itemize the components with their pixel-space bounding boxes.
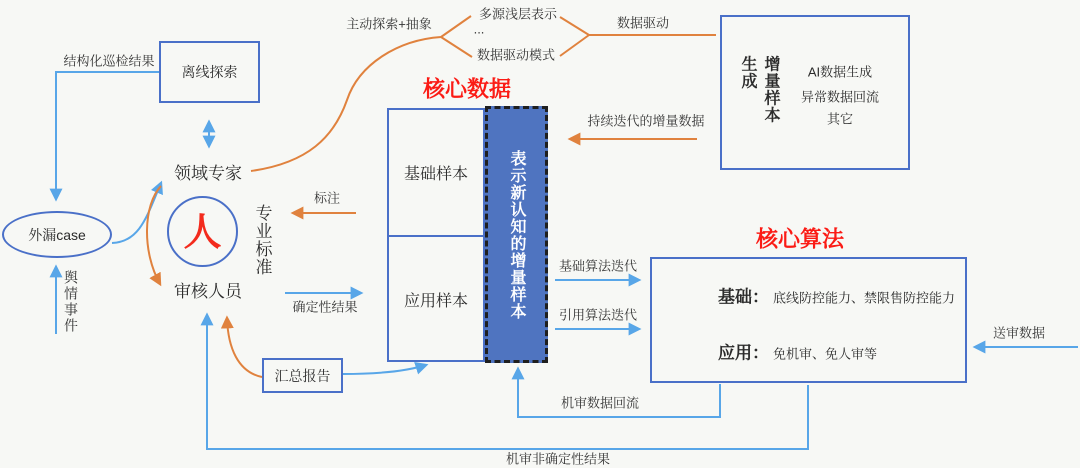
summary-report-label: 汇总报告: [274, 367, 331, 384]
merge-line-top: [560, 17, 589, 35]
incremental-sample-label: 表示新认知的增量样本: [508, 149, 525, 320]
arrow-report-to-reviewer: [227, 318, 262, 377]
algo-applied-row: [718, 339, 877, 364]
algo-basic-desc: 底线防控能力、禁限售防控能力: [773, 290, 956, 306]
incremental-sample-box: [485, 106, 548, 363]
leaked-case-label: 外漏case: [28, 226, 86, 243]
offline-explore-label: 离线探索: [181, 64, 238, 80]
person-circle: [167, 196, 238, 267]
offline-explore-box: [159, 41, 260, 103]
edge-label-deterministic-result: 确定性结果: [292, 299, 358, 315]
generation-item-abnormal: 异常数据回流: [800, 89, 880, 105]
edge-label-annotation: 标注: [313, 190, 341, 206]
arrow-leakedcase-to-expert: [112, 183, 161, 243]
algo-basic-label: 基础：: [718, 287, 769, 307]
edge-label-data-driven-mode: 数据驱动模式: [476, 47, 556, 63]
algo-applied-label: 应用：: [718, 343, 769, 363]
summary-report-box: [262, 358, 343, 393]
domain-expert-label: 领域专家: [174, 164, 242, 184]
algo-basic-row: [718, 283, 955, 308]
edge-label-submit-data: 送审数据: [992, 325, 1046, 341]
person-icon: 人: [183, 211, 222, 254]
arrow-structured-inspection: [56, 72, 160, 199]
edge-label-applied-algo-iteration: 引用算法迭代: [558, 307, 638, 323]
incremental-generation-title: 增量样本生成: [739, 54, 779, 123]
edge-label-structured-inspection: 结构化巡检结果: [63, 53, 155, 69]
core-data-title: 核心数据: [422, 76, 512, 102]
edge-label-public-opinion: 舆情事件: [63, 270, 79, 334]
edge-label-basic-algo-iteration: 基础算法迭代: [558, 258, 638, 274]
edge-label-active-explore: 主动探索+抽象: [346, 16, 432, 32]
incremental-generation-box: [720, 15, 910, 170]
applied-sample-cell: [389, 239, 483, 360]
algo-applied-desc: 免机审、免人审等: [773, 346, 878, 362]
generation-item-other: 其它: [826, 111, 854, 127]
edge-label-ellipsis: ...: [473, 21, 485, 37]
leaked-case-ellipse: [2, 211, 112, 258]
basic-sample-label: 基础样本: [403, 166, 468, 183]
applied-sample-label: 应用样本: [403, 293, 468, 310]
merge-line-bottom: [560, 35, 589, 56]
core-algorithm-title: 核心算法: [755, 226, 845, 252]
edge-label-continuous-incremental: 持续迭代的增量数据: [587, 113, 705, 129]
arrow-report-to-samples: [343, 365, 426, 374]
basic-sample-cell: [389, 110, 483, 237]
professional-standard-label: 专业标准: [252, 204, 272, 276]
edge-label-data-driven: 数据驱动: [616, 15, 670, 31]
edge-label-machine-backflow: 机审数据回流: [560, 395, 640, 411]
core-algorithm-box: [650, 257, 967, 383]
reviewer-label: 审核人员: [174, 282, 242, 302]
edge-label-machine-nondeterministic: 机审非确定性结果: [505, 451, 611, 467]
branch-line-top: [441, 16, 471, 37]
branch-line-bottom: [441, 37, 472, 57]
generation-item-ai: AI数据生成: [807, 64, 873, 80]
sample-container-box: [387, 108, 485, 362]
edge-label-multi-source: 多源浅层表示: [478, 6, 558, 22]
